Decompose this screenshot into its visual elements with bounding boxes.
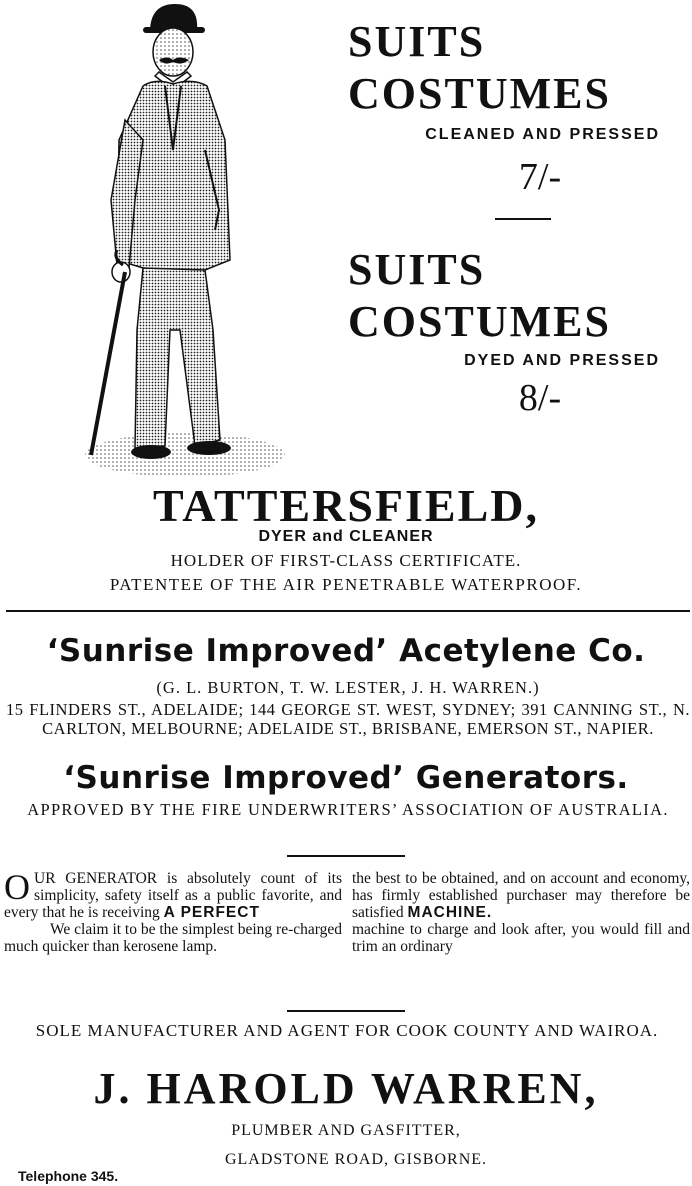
heading-suits-1: SUITS — [348, 17, 486, 66]
paragraph-text: UR GENERATOR is absolutely count of its simplicity, safety itself as a public favorite, and every that he is receiving — [4, 870, 342, 921]
divider — [287, 855, 405, 857]
paragraph: We claim it to be the simplest being re-charged much quicker than kerosene lamp. — [4, 921, 343, 955]
acetylene-title: ‘Sunrise Improved’ Acetylene Co. — [46, 633, 646, 669]
generator-description — [4, 867, 690, 955]
price-dyed: 8/- — [518, 377, 562, 419]
description-right-column — [352, 870, 690, 955]
drop-cap: O — [4, 867, 30, 907]
heading-costumes-1: COSTUMES — [348, 69, 611, 118]
tattersfield-price-list — [340, 0, 690, 420]
emphasis-text: MACHINE. — [407, 904, 493, 921]
heading-suits-2: SUITS — [348, 245, 486, 294]
tattersfield-name: TATTERSFIELD, — [152, 480, 539, 531]
tattersfield-patentee: PATENTEE OF THE AIR PENETRABLE WATERPROOF. — [109, 575, 583, 594]
agent-trade: PLUMBER AND GASFITTER, — [231, 1122, 461, 1139]
tattersfield-trade: DYER and CLEANER — [258, 528, 434, 545]
divider — [287, 1010, 405, 1012]
approved-by: APPROVED BY THE FIRE UNDERWRITERS’ ASSOCIATION OF AUSTRALIA. — [27, 800, 669, 819]
tattersfield-certificate: HOLDER OF FIRST-CLASS CERTIFICATE. — [170, 551, 522, 570]
agent-name: J. HAROLD WARREN, — [93, 1064, 599, 1113]
gentleman-with-cane-icon — [55, 0, 285, 480]
service-cleaned: CLEANED AND PRESSED — [425, 126, 660, 143]
paragraph-text: the best to be obtained, and on account and economy, has firmly established purchaser may therefore be satisfied — [352, 870, 690, 921]
paragraph — [4, 867, 342, 921]
ad-separator — [6, 610, 690, 612]
price-cleaned: 7/- — [518, 156, 562, 198]
service-dyed: DYED AND PRESSED — [464, 352, 660, 369]
paragraph: machine to charge and look after, you would fill and trim an ordinary — [352, 921, 690, 955]
description-left-column — [4, 867, 343, 955]
agent-address: GLADSTONE ROAD, GISBORNE. — [224, 1151, 488, 1168]
acetylene-address: 15 FLINDERS ST., ADELAIDE; 144 GEORGE ST. WEST, SYDNEY; 391 CANNING ST., N. CARLTON, MELBOURNE; ADELAIDE ST., BRISBANE, EMERSON ST., NAPIER. — [6, 700, 690, 738]
divider — [495, 218, 551, 220]
telephone-number: Telephone 345. — [18, 1168, 119, 1184]
acetylene-partners: (G. L. BURTON, T. W. LESTER, J. H. WARREN.) — [156, 678, 540, 697]
heading-costumes-2: COSTUMES — [348, 297, 611, 346]
emphasis-text: A PERFECT — [163, 904, 260, 921]
sole-agent-line: SOLE MANUFACTURER AND AGENT FOR COOK COUNTY AND WAIROA. — [35, 1021, 659, 1040]
paragraph — [352, 870, 690, 921]
generators-title: ‘Sunrise Improved’ Generators. — [63, 760, 629, 796]
